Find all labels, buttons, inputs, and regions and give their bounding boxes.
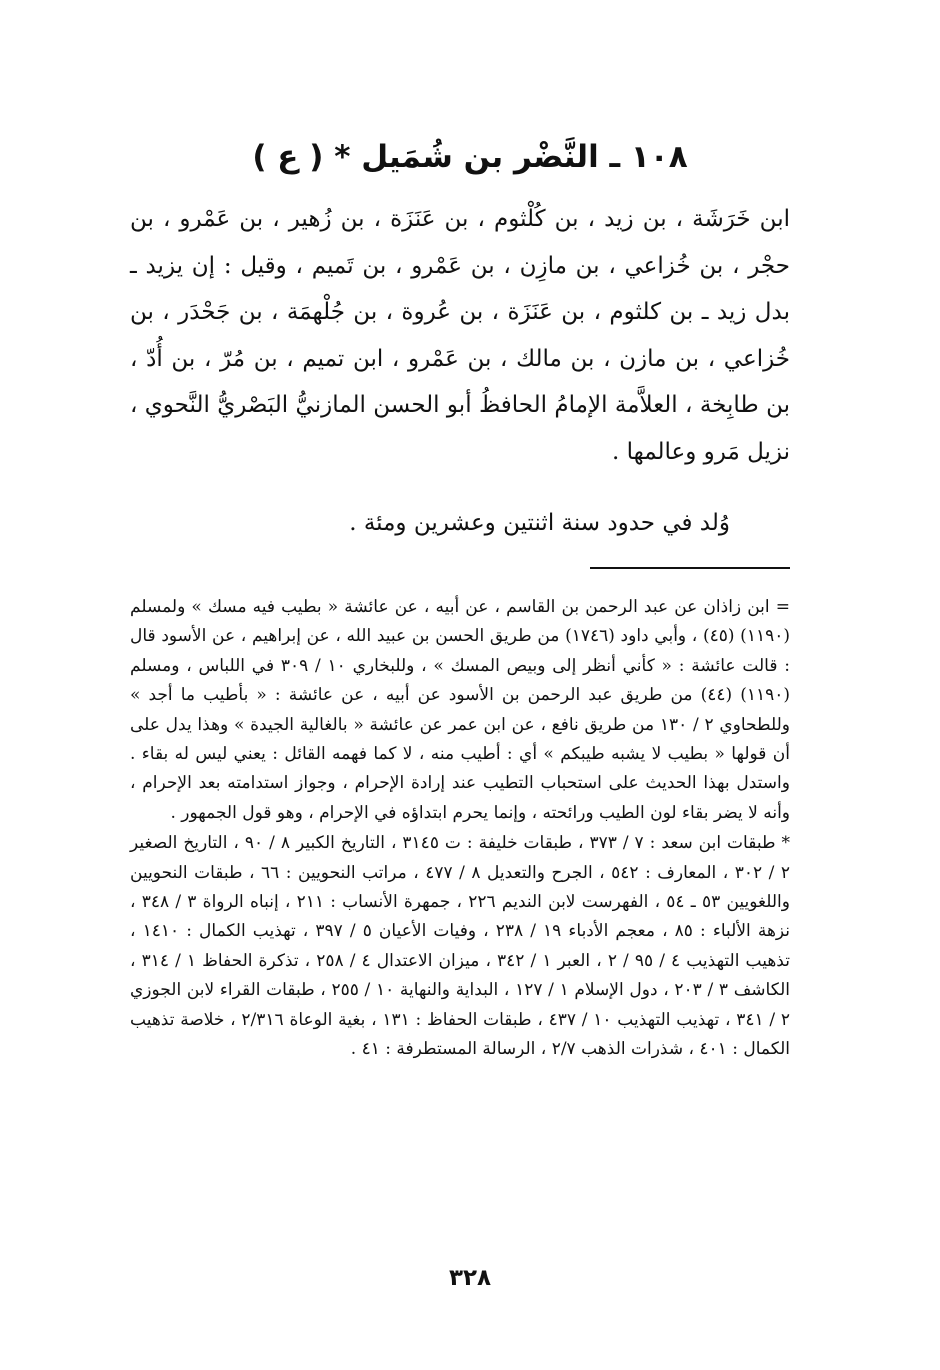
birth-paragraph: وُلد في حدود سنة اثنتين وعشرين ومئة .: [349, 510, 730, 536]
footnotes-section: [130, 593, 790, 1065]
page-number: ٣٢٨: [448, 1265, 492, 1291]
footnote-continuation: = ابن زاذان عن عبد الرحمن بن القاسم ، عن أبيه ، عن عائشة « بطيب فيه مسك » ولمسلم (١١٩٠) (٤٥) ، وأبي داود (١٧٤٦) من طريق الحسن بن عبيد الله ، عن إبراهيم ، عن الأسود قال : قالت عائشة : « كأني أنظر إلى وبيص المسك » ، وللبخاري ١٠ / ٣٠٩ في اللباس ، ومسلم (١١٩٠) (٤٤) من طريق عبد الرحمن بن الأسود عن أبيه ، عن عائشة : « بأطيب ما أجد » وللطحاوي ٢ / ١٣٠ من طريق نافع ، عن ابن عمر عن عائشة « بالغالية الجيدة » وهذا يدل على أن قولها « بطيب لا يشبه طيبكم » أي : أطيب منه ، لا كما فهمه القائل : يعني ليس له بقاء . واستدل بهذا الحديث على استحباب التطيب عند إرادة الإحرام ، وجواز استدامته بعد الإحرام ، وأنه لا يضر بقاء لون الطيب ورائحته ، وإنما يحرم ابتداؤه في الإحرام ، وهو قول الجمهور .: [130, 597, 791, 823]
footnote-sources: * طبقات ابن سعد : ٧ / ٣٧٣ ، طبقات خليفة : ت ٣١٤٥ ، التاريخ الكبير ٨ / ٩٠ ، التاريخ الصغير ٢ / ٣٠٢ ، المعارف : ٥٤٢ ، الجرح والتعديل ٨ / ٤٧٧ ، مراتب النحويين : ٦٦ ، طبقات النحويين واللغويين ٥٣ ـ ٥٤ ، الفهرست لابن النديم ٢٢٦ ، جمهرة الأنساب : ٢١١ ، إنباه الرواة ٣ / ٣٤٨ ، نزهة الألباء : ٨٥ ، معجم الأدباء ١٩ / ٢٣٨ ، وفيات الأعيان ٥ / ٣٩٧ ، تهذيب الكمال : ١٤١٠ ، تذهيب التهذيب ٤ / ٩٥ / ٢ ، العبر ١ / ٣٤٢ ، ميزان الاعتدال ٤ / ٢٥٨ ، تذكرة الحفاظ ١ / ٣١٤ ، الكاشف ٣ / ٢٠٣ ، دول الإسلام ١ / ١٢٧ ، البداية والنهاية ١٠ / ٢٥٥ ، طبقات القراء لابن الجوزي ٢ / ٣٤١ ، تهذيب التهذيب ١٠ / ٤٣٧ ، طبقات الحفاظ : ١٣١ ، بغية الوعاة ٢/٣١٦ ، خلاصة تذهيب الكمال : ٤٠١ ، شذرات الذهب ٢/٧ ، الرسالة المستطرفة : ٤١ .: [130, 833, 791, 1060]
entry-body-paragraph: ابن خَرَشَة ، بن زيد ، بن كُلْثوم ، بن عَنَزَة ، بن زُهير ، بن عَمْرو ، بن حجْر ، بن خُزاعي ، بن مازِن ، بن عَمْرو ، بن تَميم ، وقيل : إن يزيد ـ بدل زيد ـ بن كلثوم ، بن عَنَزَة ، بن عُروة ، بن جُلْهمَة ، بن جَحْدَر ، بن خُزاعي ، بن مازن ، بن مالك ، بن عَمْرو ، ابن تميم ، بن مُرّ ، بن أُدّ ، بن طابِخة ، العلاَّمة الإمامُ الحافظُ أبو الحسن المازنيُّ البَصْريُّ النَّحوي ، نزيل مَرو وعالمها .: [130, 206, 790, 465]
entry-title: ١٠٨ ـ النَّضْر بن شُمَيل * ( ع ): [252, 139, 688, 175]
footnote-divider: [590, 567, 790, 569]
